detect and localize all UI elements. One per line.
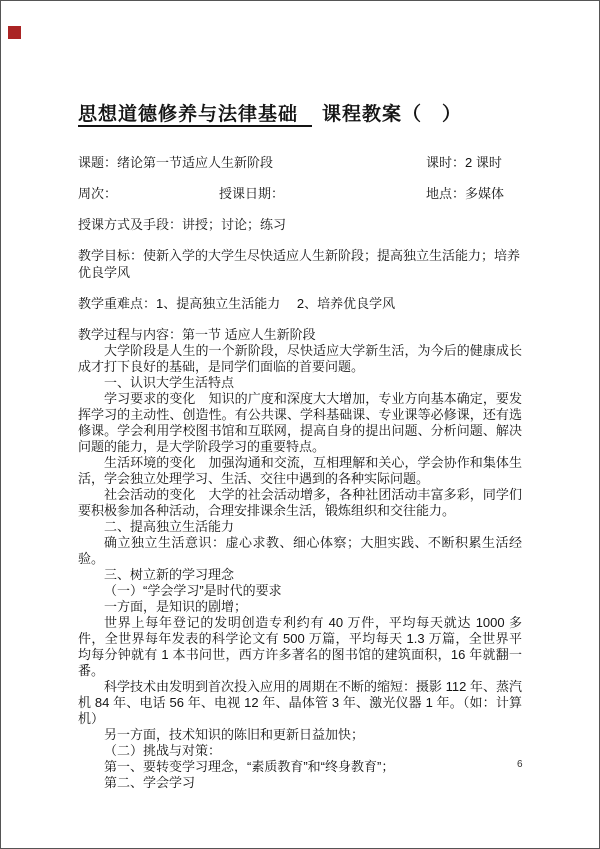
meta-row-method: [78, 216, 522, 233]
paragraph: 科学技术由发明到首次投入应用的周期在不断的缩短：摄影 112 年、蒸汽机 84 年、电话 56 年、电视 12 年、晶体管 3 年、激光仪器 1 年。（如：计算机）: [78, 679, 522, 726]
paragraph-section-heading: 一、认识大学生活特点: [104, 375, 235, 390]
page-title: [78, 102, 522, 128]
paragraph-section-heading: 二、提高独立生活能力: [104, 519, 235, 534]
paragraph: 另一方面，技术知识的陈旧和更新日益加快；: [104, 727, 365, 742]
key-points-label: 教学重难点：1、提高独立生活能力 2、培养优良学风: [78, 296, 396, 311]
paragraph: 第一、要转变学习理念，“素质教育”和“终身教育”；: [104, 759, 395, 774]
objective-label: 教学目标：使新入学的大学生尽快适应人生新阶段；提高独立生活能力；培养优良学风: [78, 248, 521, 280]
meta-row-objective: [78, 247, 522, 281]
lesson-body: [78, 343, 522, 791]
course-name-underlined: 思想道德修养与法律基础: [78, 104, 312, 127]
week-label: 周次：: [78, 186, 118, 201]
paragraph: 确立独立生活意识：虚心求教、细心体察；大胆实践、不断积累生活经验。: [78, 535, 522, 566]
hours-label: 课时：2 课时: [426, 155, 502, 170]
location-label: 地点：多媒体: [426, 186, 505, 201]
red-corner-mark: [8, 26, 21, 39]
paragraph: （二）挑战与对策：: [104, 743, 222, 758]
subject-label: 课题：绪论第一节适应人生新阶段: [78, 155, 274, 170]
paragraph: （一）“学会学习”是时代的要求: [104, 583, 282, 598]
meta-row-subject: [78, 154, 522, 171]
title-suffix: 课程教案（ ）: [322, 104, 463, 125]
meta-row-schedule: [78, 185, 522, 202]
paragraph: 第二、学会学习: [104, 775, 196, 790]
date-label: 授课日期：: [219, 186, 285, 201]
paragraph: 大学阶段是人生的一个新阶段，尽快适应大学新生活，为今后的健康成长成才打下良好的基础，是同学们面临的首要问题。: [78, 343, 522, 374]
paragraph: 生活环境的变化 加强沟通和交流，互相理解和关心，学会协作和集体生活，学会独立处理学习、生活、交往中遇到的各种实际问题。: [78, 455, 522, 486]
page-number: 6: [517, 759, 523, 770]
paragraph-section-heading: 三、树立新的学习理念: [104, 567, 235, 582]
paragraph: 世界上每年登记的发明创造专利约有 40 万件，平均每天就达 1000 多件，全世界每年发表的科学论文有 500 万篇，平均每天 1.3 万篇，全世界平均每分钟就有 1 本书问世，西方许多著名的图书馆的建筑面积，16 年就翻一番。: [78, 615, 522, 678]
method-label: 授课方式及手段：讲授；讨论；练习: [78, 217, 287, 232]
paragraph: 社会活动的变化 大学的社会活动增多，各种社团活动丰富多彩，同学们要积极参加各种活动，合理安排课余生活，锻炼组织和交往能力。: [78, 487, 522, 518]
meta-row-process: [78, 326, 522, 343]
paragraph: 学习要求的变化 知识的广度和深度大大增加，专业方向基本确定，要发挥学习的主动性、创造性。有公共课、学科基础课、专业课等必修课，还有选修课。学会利用学校图书馆和互联网，提高自身的提出问题、分析问题、解决问题的能力，是大学阶段学习的重要特点。: [78, 391, 522, 454]
paragraph: 一方面，是知识的剧增；: [104, 599, 248, 614]
meta-row-key-points: [78, 295, 522, 312]
process-label: 教学过程与内容：第一节 适应人生新阶段: [78, 327, 316, 342]
